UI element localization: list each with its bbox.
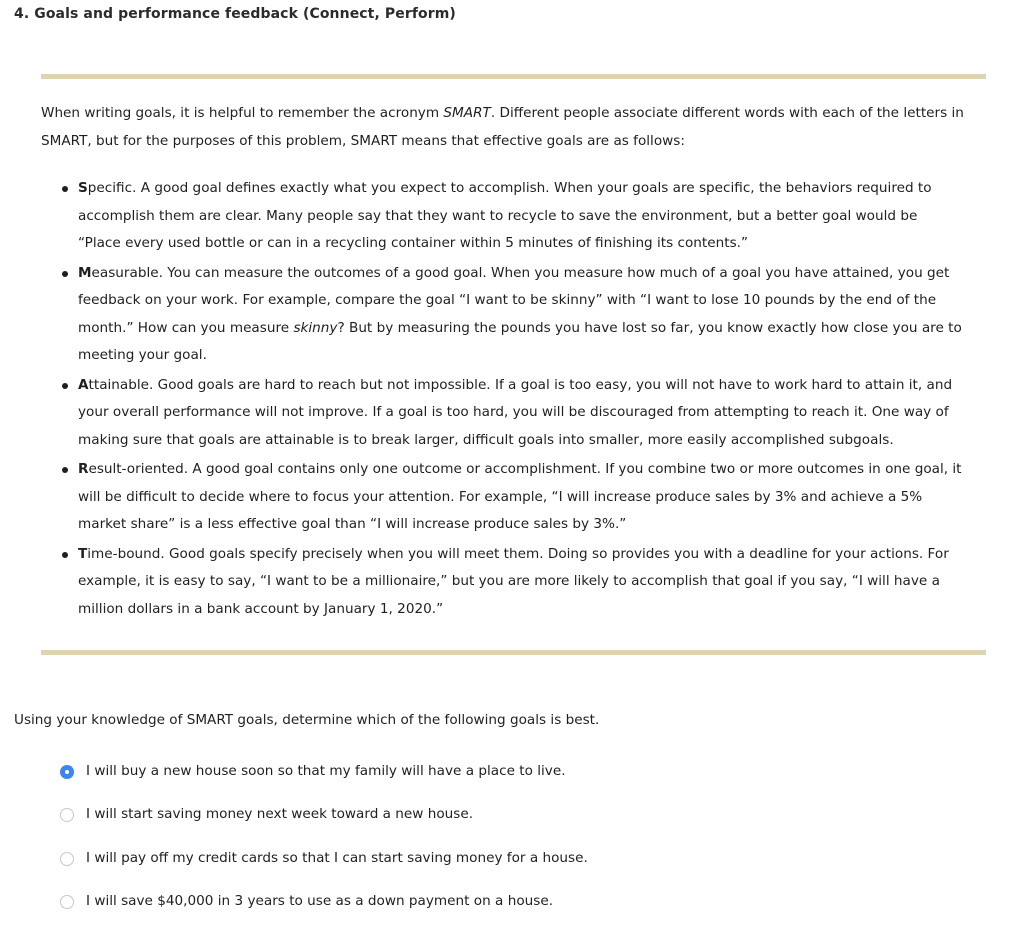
radio-button[interactable] [60,808,74,822]
answer-option-label[interactable]: I will pay off my credit cards so that I can start saving money for a house. [86,849,588,866]
criterion-letter: M [78,264,92,281]
answer-option-label[interactable]: I will buy a new house soon so that my family will have a place to live. [86,763,566,779]
criterion-term: esult-oriented. [88,461,189,477]
bullet-icon [62,552,68,558]
bullet-icon [62,186,68,192]
criterion-term: pecific. [87,180,137,196]
criterion-result-oriented [59,456,964,539]
criterion-specific [59,175,964,258]
criterion-description: A good goal defines exactly what you expect to accomplish. When your goals are specific, the behaviors required to accomplish them are clear. Many people say that they want to recycle to save the environment, but a better goal would be “Place every used bottle or can in a recycling container within 5 minutes of finishing its contents.” [78,180,932,251]
question-prompt: Using your knowledge of SMART goals, determine which of the following goals is best. [14,712,600,728]
bullet-icon [62,383,68,389]
criterion-term: ttainable. [88,376,154,393]
criterion-description: You can measure the outcomes of a good goal. When you measure how much of a goal you have attained, you get feedback on your work. For example, compare the goal “I want to be skinny” with “I want to lose 10 pounds by the end of the month.” How can you measure [78,264,950,336]
section-heading: 4. Goals and performance feedback (Connect, Perform) [14,6,456,22]
criterion-emphasis: skinny [293,319,338,336]
criterion-letter: S [78,180,88,196]
criterion-letter: A [78,376,89,393]
smart-criteria-list [59,175,964,625]
criterion-attainable [59,372,964,455]
intro-paragraph [41,99,986,155]
criterion-time-bound [59,541,964,624]
intro-acronym: SMART [443,105,491,121]
criterion-term: ime-bound. [87,545,165,562]
criterion-description: A good goal contains only one outcome or accomplishment. If you combine two or more outcomes in one goal, it will be difficult to decide where to focus your attention. For example, “I will increase produce sales by 3% and achieve a 5% market share” is a less effective goal than “I will increase produce sales by 3%.” [78,461,962,532]
criterion-description: Good goals specify precisely when you will meet them. Doing so provides you with a deadline for your actions. For example, it is easy to say, “I want to be a millionaire,” but you are more likely to accomplish that goal if you say, “I will have a million dollars in a bank account by January 1, 2020.” [78,545,949,617]
criterion-description-end: ? But by measuring the pounds you have lost so far, you know exactly how close you are to meeting your goal. [78,319,962,363]
criterion-description: Good goals are hard to reach but not impossible. If a goal is too easy, you will not have to work hard to attain it, and your overall performance will not improve. If a goal is too hard, you will be discouraged from attempting to reach it. One way of making sure that goals are attainable is to break larger, difficult goals into smaller, more easily accomplished subgoals. [78,376,953,448]
top-divider [41,74,986,79]
radio-button[interactable] [60,852,74,866]
answer-option-label[interactable]: I will save $40,000 in 3 years to use as a down payment on a house. [86,892,554,909]
intro-text-before: When writing goals, it is helpful to remember the acronym [41,105,444,121]
criterion-letter: R [78,461,89,477]
criterion-term: easurable. [91,264,163,281]
intro-text-after: . Different people associate different words with each of the letters in SMART, but for the purposes of this problem, SMART means that effective goals are as follows: [41,105,964,149]
answer-option-label[interactable]: I will start saving money next week toward a new house. [86,806,474,823]
radio-button-selected[interactable] [60,765,74,779]
bullet-icon [62,467,68,473]
radio-button[interactable] [60,895,74,909]
bullet-icon [62,271,68,277]
bottom-divider [41,650,986,655]
criterion-measurable [59,260,964,370]
criterion-letter: T [78,545,88,562]
